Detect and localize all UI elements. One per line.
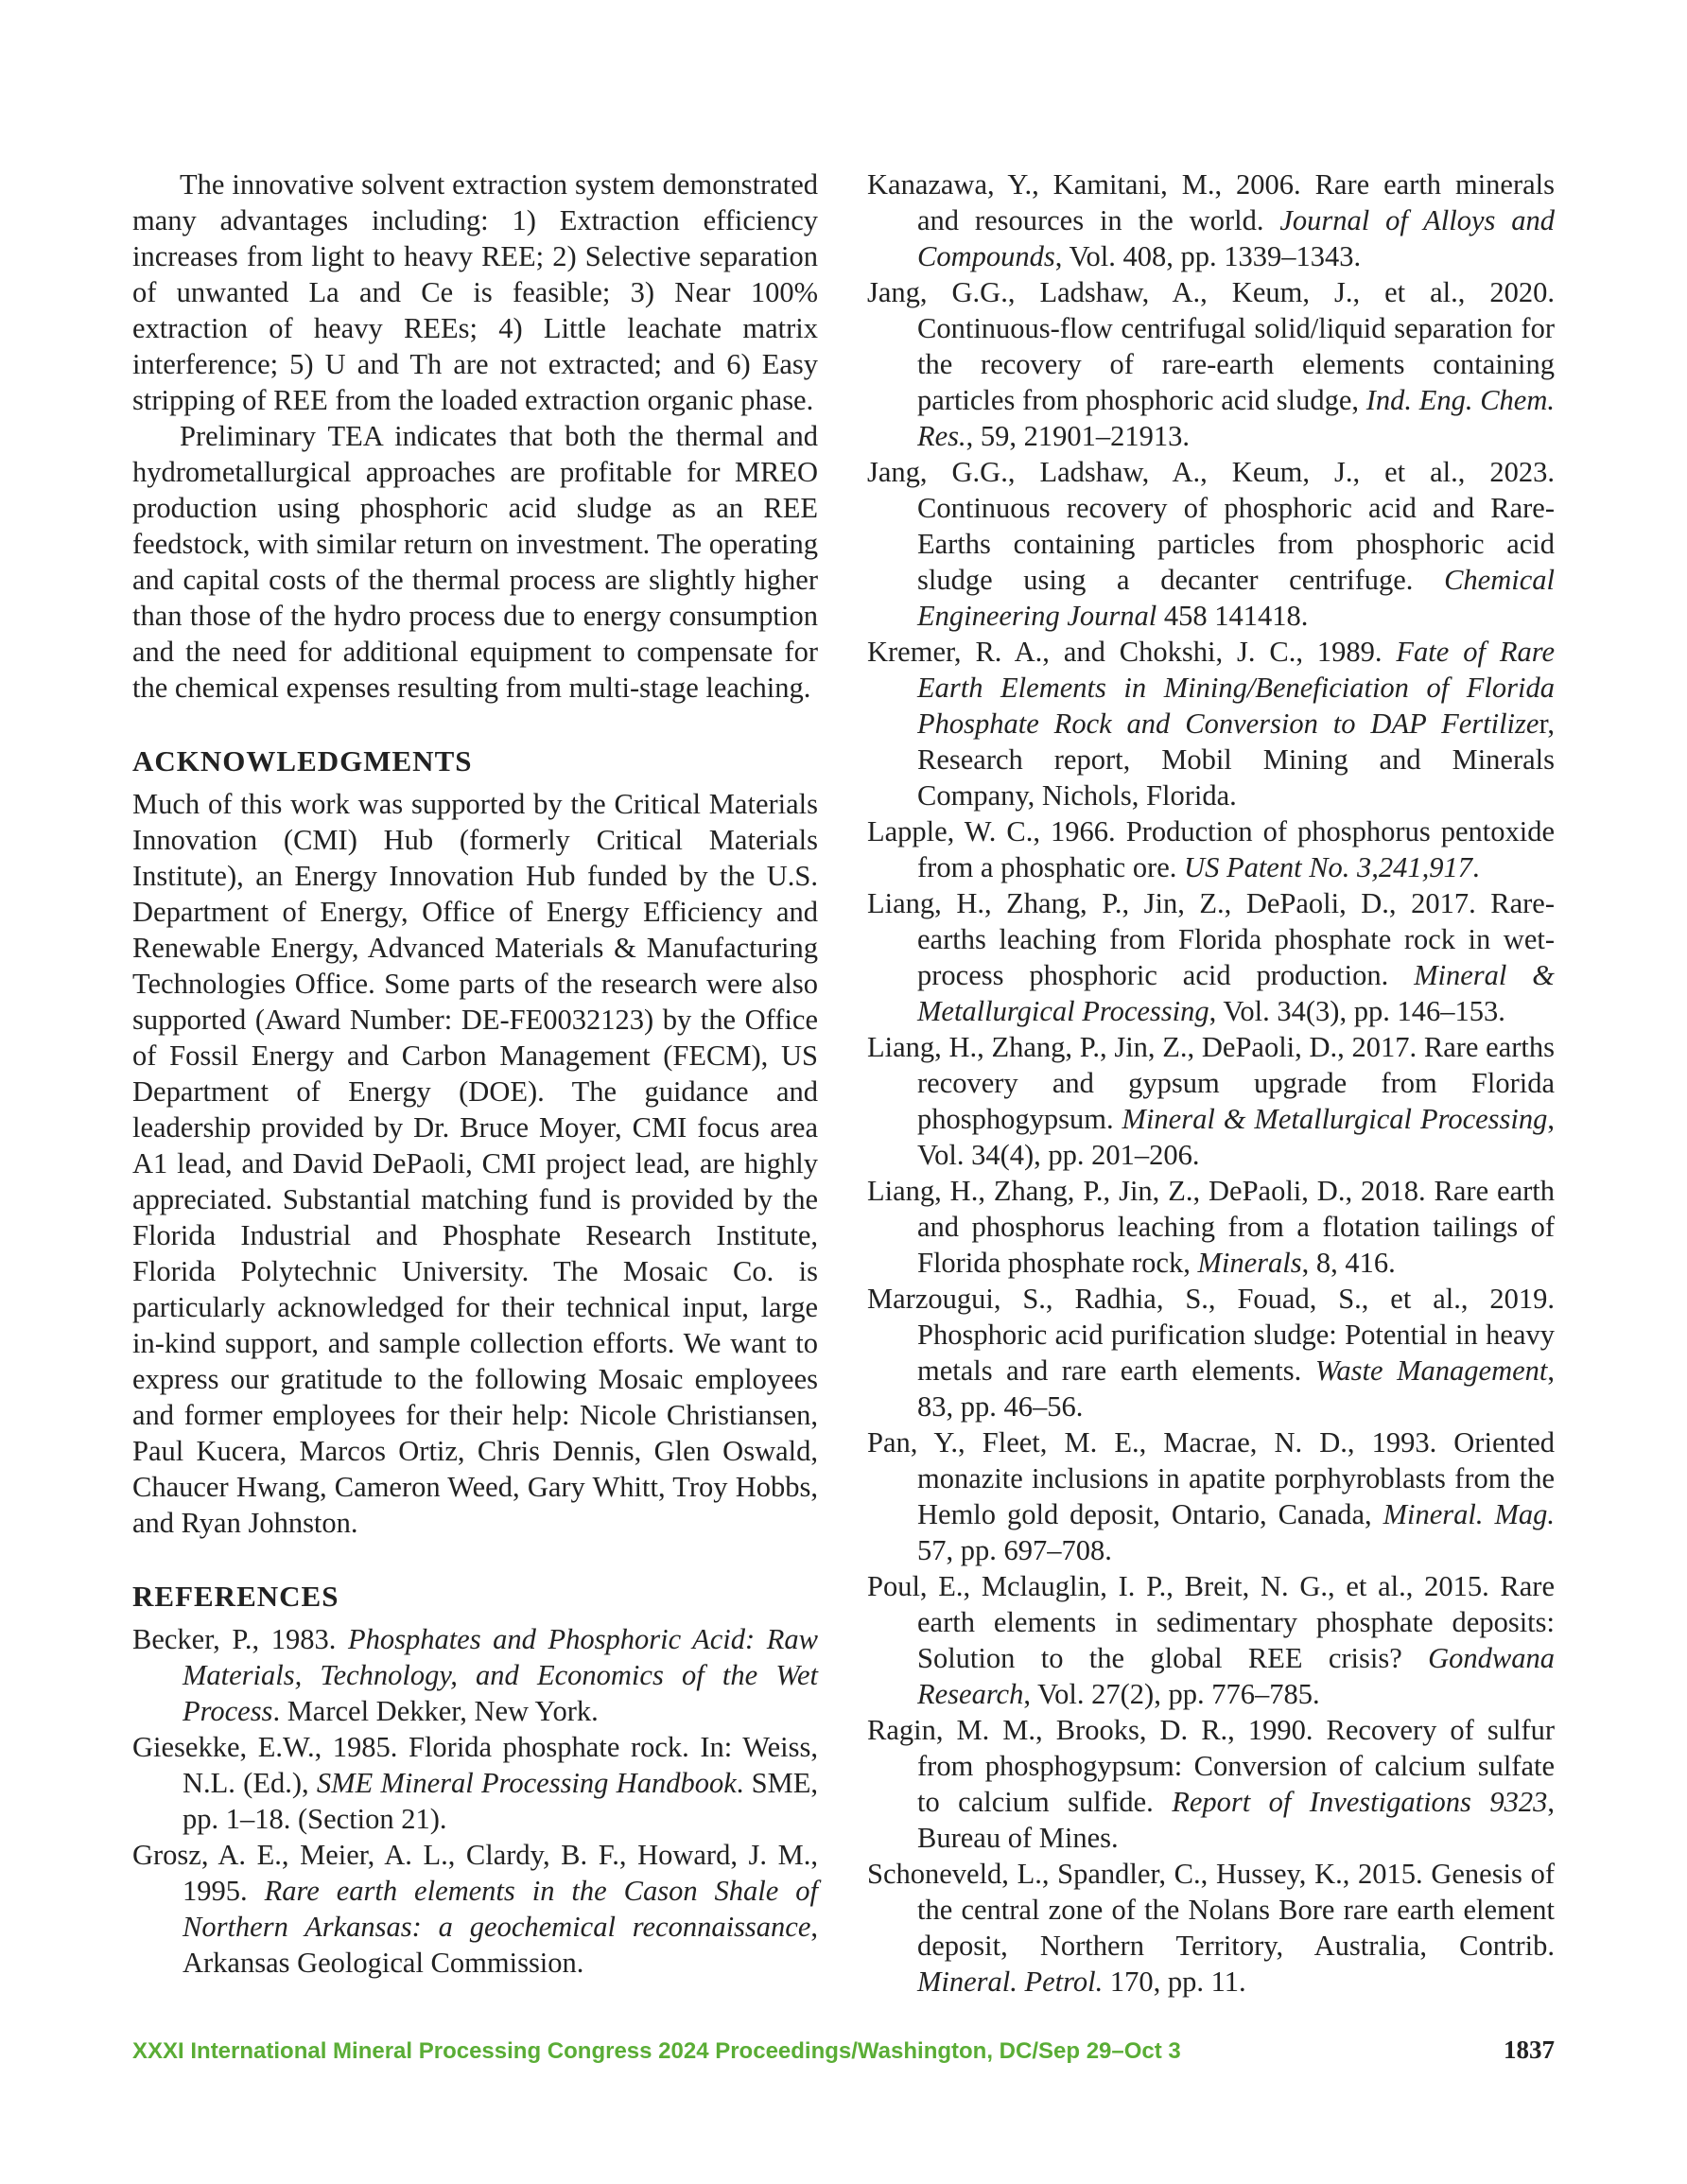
reference-entry: [132, 1837, 818, 1981]
reference-title: Fate of Rare Earth Elements in Mining/Beneficiation of Florida Phosphate Rock and Conversion to DAP Fertilize: [917, 636, 1555, 740]
reference-details: , Arkansas Geological Commission.: [183, 1911, 818, 1979]
reference-entry: [867, 1712, 1555, 1856]
reference-details: , Bureau of Mines.: [917, 1786, 1555, 1854]
reference-authors: Jang, G.G., Ladshaw, A., Keum, J., et al., 2023. Continuous recovery of phosphoric acid and Rare-Earths containing particles from phosphoric acid sludge using a decanter centrifuge.: [867, 456, 1555, 596]
reference-title: Mineral & Metallurgical Processing: [1122, 1103, 1548, 1135]
reference-details: , 59, 21901–21913.: [965, 420, 1191, 452]
reference-details: r, Research report, Mobil Mining and Minerals Company, Nichols, Florida.: [917, 708, 1555, 812]
reference-authors: Becker, P., 1983.: [132, 1623, 348, 1655]
reference-authors: Pan, Y., Fleet, M. E., Macrae, N. D., 1993. Oriented monazite inclusions in apatite porphyroblasts from the Hemlo gold deposit, Ontario, Canada,: [867, 1426, 1555, 1530]
reference-entry: [867, 885, 1555, 1029]
reference-title: Mineral. Petrol.: [917, 1966, 1104, 1998]
reference-details: , Vol. 408, pp. 1339–1343.: [1054, 240, 1362, 272]
reference-details: 170, pp. 11.: [1103, 1966, 1246, 1998]
reference-details: , Vol. 34(3), pp. 146–153.: [1209, 995, 1505, 1027]
reference-entry: [867, 813, 1555, 885]
reference-title: Mineral & Metallurgical Processing: [917, 959, 1555, 1027]
reference-entry: [867, 166, 1555, 274]
reference-authors: Schoneveld, L., Spandler, C., Hussey, K., 2015. Genesis of the central zone of the Nolans Bore rare earth element deposit, Northern Territory, Australia, Contrib.: [867, 1858, 1555, 1962]
reference-authors: Kremer, R. A., and Chokshi, J. C., 1989.: [867, 636, 1397, 668]
reference-details: , 83, pp. 46–56.: [917, 1354, 1555, 1423]
reference-title: Chemical Engineering Journal: [917, 564, 1555, 632]
acknowledgments-heading: ACKNOWLEDGMENTS: [132, 744, 473, 778]
reference-authors: Grosz, A. E., Meier, A. L., Clardy, B. F., Howard, J. M., 1995.: [132, 1839, 818, 1907]
reference-title: Minerals: [1197, 1247, 1302, 1279]
reference-entry: [867, 634, 1555, 813]
reference-title: Ind. Eng. Chem. Res.: [917, 384, 1555, 452]
reference-entry: [132, 1729, 818, 1837]
reference-details: , Vol. 27(2), pp. 776–785.: [1023, 1678, 1320, 1710]
reference-details: . Marcel Dekker, New York.: [272, 1695, 599, 1727]
reference-authors: Lapple, W. C., 1966. Production of phosphorus pentoxide from a phosphatic ore.: [867, 815, 1555, 883]
reference-title: Report of Investigations 9323: [1172, 1786, 1548, 1818]
reference-entry: [867, 454, 1555, 634]
reference-title: Gondwana Research: [917, 1642, 1555, 1710]
reference-authors: Liang, H., Zhang, P., Jin, Z., DePaoli, D., 2017. Rare-earths leaching from Florida phosphate rock in wet-process phosphoric acid production.: [867, 887, 1555, 991]
reference-title: Phosphates and Phosphoric Acid: Raw Materials, Technology, and Economics of the Wet Process: [183, 1623, 818, 1727]
body-paragraph: Preliminary TEA indicates that both the thermal and hydrometallurgical approaches are profitable for MREO production using phosphoric acid sludge as an REE feedstock, with similar return on investment. The operating and capital costs of the thermal process are slightly higher than those of the hydro process due to energy consumption and the need for additional equipment to compensate for the chemical expenses resulting from multi-stage leaching.: [132, 420, 818, 704]
reference-entry: [132, 1621, 818, 1729]
reference-details: . SME, pp. 1–18. (Section 21).: [183, 1767, 818, 1835]
right-column: [867, 166, 1555, 2000]
reference-title: Waste Management: [1314, 1354, 1548, 1387]
reference-details: , Vol. 34(4), pp. 201–206.: [917, 1103, 1555, 1171]
reference-entry: [867, 1856, 1555, 2000]
reference-authors: Poul, E., Mclauglin, I. P., Breit, N. G., et al., 2015. Rare earth elements in sedimentary phosphate deposits: Solution to the global REE crisis?: [867, 1570, 1555, 1674]
reference-authors: Liang, H., Zhang, P., Jin, Z., DePaoli, D., 2017. Rare earths recovery and gypsum upgrade from Florida phosphogypsum.: [867, 1031, 1555, 1135]
reference-title: SME Mineral Processing Handbook: [316, 1767, 737, 1799]
reference-authors: Giesekke, E.W., 1985. Florida phosphate rock. In: Weiss, N.L. (Ed.),: [132, 1731, 818, 1799]
left-column: [132, 166, 818, 1981]
reference-entry: [867, 1029, 1555, 1173]
reference-entry: [867, 1281, 1555, 1424]
reference-details: .: [1472, 851, 1480, 883]
reference-title: Journal of Alloys and Compounds: [917, 204, 1556, 272]
reference-authors: Marzougui, S., Radhia, S., Fouad, S., et al., 2019. Phosphoric acid purification sludge: Potential in heavy metals and rare earth elements.: [867, 1283, 1555, 1387]
page-footer: [132, 2035, 1555, 2065]
footer-venue: XXXI International Mineral Processing Congress 2024 Proceedings/Washington, DC/Sep 29–Oct 3: [132, 2038, 1181, 2064]
page-number: 1837: [1504, 2035, 1555, 2064]
reference-details: 458 141418.: [1157, 600, 1309, 632]
reference-title: Rare earth elements in the Cason Shale of Northern Arkansas: a geochemical reconnaissance: [183, 1875, 818, 1943]
reference-authors: Ragin, M. M., Brooks, D. R., 1990. Recovery of sulfur from phosphogypsum: Conversion of calcium sulfate to calcium sulfide.: [867, 1714, 1555, 1818]
reference-details: 57, pp. 697–708.: [917, 1534, 1112, 1566]
reference-authors: Liang, H., Zhang, P., Jin, Z., DePaoli, D., 2018. Rare earth and phosphorus leaching from a flotation tailings of Florida phosphate rock,: [867, 1175, 1555, 1279]
reference-authors: Kanazawa, Y., Kamitani, M., 2006. Rare earth minerals and resources in the world.: [867, 168, 1555, 236]
acknowledgments-text: Much of this work was supported by the Critical Materials Innovation (CMI) Hub (formerly Critical Materials Institute), an Energy Innovation Hub funded by the U.S. Department of Energy, Office of Energy Efficiency and Renewable Energy, Advanced Materials & Manufacturing Technologies Office. Some parts of the research were also supported (Award Number: DE-FE0032123) by the Office of Fossil Energy and Carbon Management (FECM), US Department of Energy (DOE). The guidance and leadership provided by Dr. Bruce Moyer, CMI focus area A1 lead, and David DePaoli, CMI project lead, are highly appreciated. Substantial matching fund is provided by the Florida Industrial and Phosphate Research Institute, Florida Polytechnic University. The Mosaic Co. is particularly acknowledged for their technical input, large in-kind support, and sample collection efforts. We want to express our gratitude to the following Mosaic employees and former employees for their help: Nicole Christiansen, Paul Kucera, Marcos Ortiz, Chris Dennis, Glen Oswald, Chaucer Hwang, Cameron Weed, Gary Whitt, Troy Hobbs, and Ryan Johnston.: [132, 788, 818, 1539]
reference-entry: [867, 274, 1555, 454]
reference-entry: [867, 1424, 1555, 1568]
references-heading: REFERENCES: [132, 1580, 339, 1613]
body-paragraph: The innovative solvent extraction system demonstrated many advantages including: 1) Extraction efficiency increases from light to heavy REE; 2) Selective separation of unwanted La and Ce is feasible; 3) Near 100% extraction of heavy REEs; 4) Little leachate matrix interference; 5) U and Th are not extracted; and 6) Easy stripping of REE from the loaded extraction organic phase.: [132, 168, 818, 416]
reference-authors: Jang, G.G., Ladshaw, A., Keum, J., et al., 2020. Continuous-flow centrifugal solid/liquid separation for the recovery of rare-earth elements containing particles from phosphoric acid sludge,: [867, 276, 1555, 416]
reference-title: Mineral. Mag.: [1383, 1498, 1555, 1530]
reference-entry: [867, 1173, 1555, 1281]
reference-entry: [867, 1568, 1555, 1712]
reference-details: , 8, 416.: [1301, 1247, 1396, 1279]
reference-title: US Patent No. 3,241,917: [1184, 851, 1473, 883]
